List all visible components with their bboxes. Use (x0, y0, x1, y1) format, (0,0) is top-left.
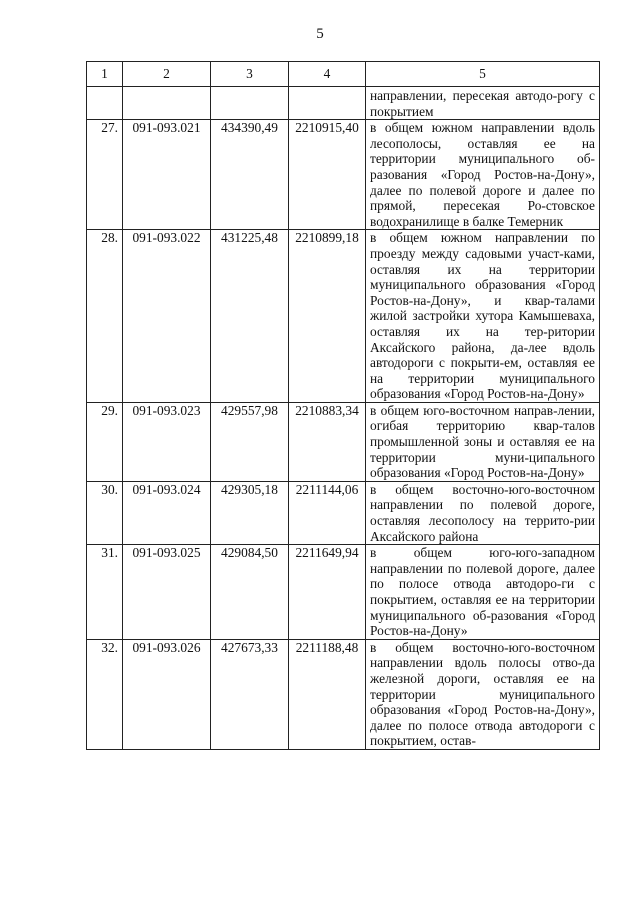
point-code: 091-093.024 (123, 481, 211, 544)
point-code (123, 87, 211, 120)
point-code: 091-093.026 (123, 639, 211, 749)
table-row (87, 402, 600, 481)
table-header (87, 62, 600, 87)
coordinate-y: 2210899,18 (289, 230, 366, 403)
point-code: 091-093.025 (123, 545, 211, 640)
point-code: 091-093.022 (123, 230, 211, 403)
table-row-continuation (87, 87, 600, 120)
point-code: 091-093.021 (123, 120, 211, 230)
row-number: 27. (87, 120, 123, 230)
boundary-description: в общем восточно-юго-восточном направлении вдоль полосы отво-да железной дороги, оставляя ее на территории муниципального образования «Город Ростов-на-Дону», далее по полосе отвода автодороги с покрытием, остав- (366, 639, 600, 749)
row-number: 32. (87, 639, 123, 749)
coordinate-y: 2211649,94 (289, 545, 366, 640)
table-row (87, 120, 600, 230)
table-row (87, 230, 600, 403)
header-col-5: 5 (366, 62, 600, 87)
coordinate-y: 2210883,34 (289, 402, 366, 481)
coordinate-y: 2211188,48 (289, 639, 366, 749)
table-row (87, 481, 600, 544)
boundary-description: в общем юго-юго-западном направлении по полевой дороге, далее по полосе отвода автодоро-ги с покрытием, оставляя ее на территории муниципального об-разования «Город Ростов-на-Дону» (366, 545, 600, 640)
coordinate-y: 2210915,40 (289, 120, 366, 230)
boundary-description: в общем восточно-юго-восточном направлении по полевой дороге, оставляя лесополосу на террито-рии Аксайского района (366, 481, 600, 544)
coordinate-x: 429305,18 (211, 481, 289, 544)
table-row (87, 545, 600, 640)
coordinate-x (211, 87, 289, 120)
row-number: 28. (87, 230, 123, 403)
boundary-description: в общем южном направлении по проезду между садовыми участ-ками, оставляя их на территории муниципального образования «Город Ростов-на-Дону», и квар-талами жилой застройки хутора Камышеваха, оставляя их на тер-ритории Аксайского района, да-лее вдоль автодороги с покрыти-ем, оставляя ее на территории муниципального образования «Город Ростов-на-Дону» (366, 230, 600, 403)
boundary-description: направлении, пересекая автодо-рогу с покрытием (366, 87, 600, 120)
page-number: 5 (316, 26, 324, 42)
table-row (87, 639, 600, 749)
header-col-1: 1 (87, 62, 123, 87)
header-col-2: 2 (123, 62, 211, 87)
boundary-description: в общем южном направлении вдоль лесополосы, оставляя ее на территории муниципального об-разования «Город Ростов-на-Дону», далее по полевой дороге и далее по прямой, пересекая Ро-стовское водохранилище в балке Темерник (366, 120, 600, 230)
header-col-4: 4 (289, 62, 366, 87)
row-number: 30. (87, 481, 123, 544)
boundary-description: в общем юго-восточном направ-лении, огибая территорию квар-талов промышленной зоны и оставляя ее на территории муни-ципального образования «Город Ростов-на-Дону» (366, 402, 600, 481)
coordinate-x: 434390,49 (211, 120, 289, 230)
row-number: 29. (87, 402, 123, 481)
header-col-3: 3 (211, 62, 289, 87)
row-number (87, 87, 123, 120)
boundary-points-table (86, 61, 600, 750)
coordinate-x: 429557,98 (211, 402, 289, 481)
coordinate-x: 431225,48 (211, 230, 289, 403)
row-number: 31. (87, 545, 123, 640)
point-code: 091-093.023 (123, 402, 211, 481)
coordinate-y (289, 87, 366, 120)
coordinate-y: 2211144,06 (289, 481, 366, 544)
coordinate-x: 429084,50 (211, 545, 289, 640)
coordinate-x: 427673,33 (211, 639, 289, 749)
